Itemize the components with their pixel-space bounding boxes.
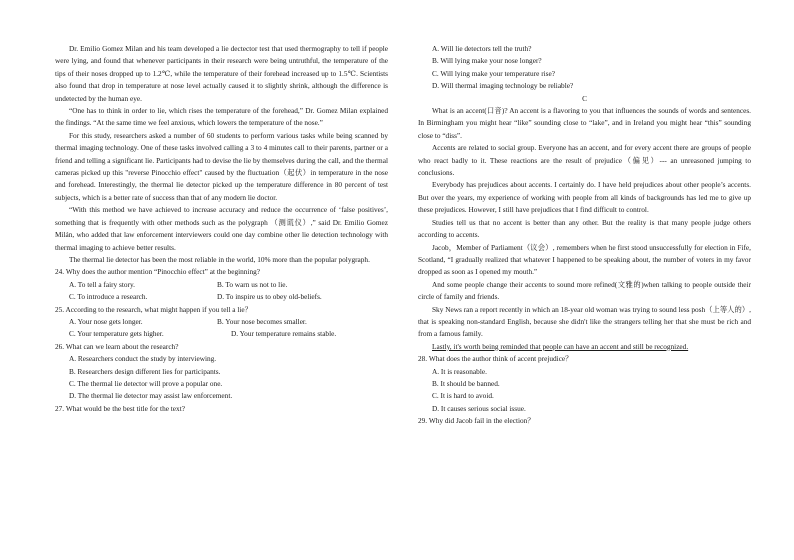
passage-b-paragraph-5: The thermal lie detector has been the most reliable in the world, 10% more than the popular polygraph. xyxy=(69,254,370,264)
question-24-stem: 24. Why does the author mention “Pinocchio effect” at the beginning? xyxy=(55,267,260,277)
passage-c-paragraph-4: Studies tell us that no accent is better than any other. But the reality is that many people judge others according to accents. xyxy=(418,217,751,240)
question-25-option-c[interactable]: C. Your temperature gets higher. xyxy=(69,329,164,339)
question-26-option-c[interactable]: C. The thermal lie detector will prove a popular one. xyxy=(69,378,223,388)
left-column xyxy=(55,43,388,415)
passage-c-paragraph-3: Everybody has prejudices about accents. I certainly do. I have held prejudices about other people’s accents. But over the years, my experience of working with people from all kinds of backgrounds has led me to give up these prejudices. However, I still have prejudices that I find difficult to control. xyxy=(418,180,751,215)
question-29-stem: 29. Why did Jacob fail in the election？ xyxy=(418,416,535,426)
question-24-option-d[interactable]: D. To inspire us to obey old-beliefs. xyxy=(217,292,322,302)
question-27-option-a[interactable]: A. Will lie detectors tell the truth? xyxy=(432,44,532,53)
question-25-option-b[interactable]: B. Your nose becomes smaller. xyxy=(217,316,307,326)
question-26-stem: 26. What can we learn about the research? xyxy=(55,341,179,351)
passage-b-paragraph-2: “One has to think in order to lie, which rises the temperature of the forehead,” Dr. Gomez Milan explained the findings. “At the same time we feel anxious, which lowers the temperature of the nose.” xyxy=(55,106,388,128)
passage-c-paragraph-5: Jacob，Member of Parliament（议会）, remembers when he first stood unsuccessfully for election in Fife, Scotland, “I gradually realized that whatever I happened to be speaking about, the number of voters in my favor dropped as soon as I opened my mouth.” xyxy=(418,242,751,277)
question-27-option-c[interactable]: C. Will lying make your temperature rise? xyxy=(432,68,555,78)
question-27-option-d[interactable]: D. Will thermal imaging technology be reliable? xyxy=(432,81,574,91)
question-25-stem: 25. According to the research, what might happen if you tell a lie？ xyxy=(55,304,252,314)
passage-b-paragraph-1: Dr. Emilio Gomez Milan and his team developed a lie dectector test that used thermography to tell if people were lying, and found that whenever participants in their research were being untruthful, the temperature of the tips of their noses dropped up to 1.2℃, while the temperature of their forehead increased up to 1.5℃. Scientists also found that drop in temperature at nose level actually caused it to slightly shrink, although the difference is undetected by the human eye. xyxy=(55,44,388,103)
question-24-options-row-1 xyxy=(55,279,388,291)
question-28-option-d[interactable]: D. It causes serious social issue. xyxy=(432,403,526,413)
passage-c-last-line xyxy=(418,341,751,353)
passage-c-paragraph-6: And some people change their accents to sound more refined(文雅的)when talking to people outside their circle of family and friends. xyxy=(418,279,751,302)
passage-c-paragraph-7: Sky News ran a report recently in which an 18-year old woman was trying to sound less posh（上等人的）, that is speaking non-standard English, because she didn't like the strangers telling her that she must be rich and from a famous family. xyxy=(418,304,751,339)
question-25-option-a[interactable]: A. Your nose gets longer. xyxy=(69,316,143,326)
passage-c-last-line-text: Lastly, it's worth being reminded that people can have an accent and still be recognized. xyxy=(432,341,689,351)
question-28-option-b[interactable]: B. It should be banned. xyxy=(432,378,500,388)
question-24-options-row-2 xyxy=(55,291,388,303)
question-26-option-a[interactable]: A. Researchers conduct the study by interviewing. xyxy=(69,354,217,364)
question-28-stem: 28. What does the author think of accent prejudice？ xyxy=(418,354,573,364)
question-27-stem: 27. What would be the best title for the text? xyxy=(55,403,185,413)
passage-b-paragraph-4: “With this method we have achieved to increase accuracy and reduce the occurrence of ‘false positives’, something that is frequently with other methods such as the polygraph （测谎仪）,” said Dr. Emilio Gomez Milán, who added that law enforcement interviewers could one day combine other lie detection technology with thermal imaging to achieve better results. xyxy=(55,205,388,252)
passage-c-paragraph-1: What is an accent(口音)? An accent is a flavoring to you that influences the sounds of words and sentences. In Birmingham you might hear “like” sounding close to “lake”, and in Ireland you might hear “this” sounding close to “diss”. xyxy=(418,106,751,140)
question-25-option-d[interactable]: D. Your temperature remains stable. xyxy=(231,329,337,339)
passage-b-paragraph-3: For this study, researchers asked a number of 60 students to perform various tasks while being scanned by thermal imaging technology. One of these tasks involved calling a 3 to 4 minutes call to their parents, partner or a friend and telling a significant lie. Participants had to devise the lie by themselves during the call, and the thermal cameras picked up this "reverse Pinocchio effect" caused by the fluctuation（起伏）in temperature in the nose and forehead. Interestingly, the thermal lie detector picked up the temperature difference in 80 percent of test subjects, which is a better rate of success than that of any modern lie doctor. xyxy=(55,130,388,202)
right-column xyxy=(418,43,751,428)
passage-c-paragraph-2: Accents are related to social group. Everyone has an accent, and for every accent there are groups of people who react badly to it. These reactions are the result of prejudice（偏见）--- an unreasoned jumping to conclusions. xyxy=(418,143,751,178)
question-24-option-b[interactable]: B. To warn us not to lie. xyxy=(217,279,288,289)
question-25-options-row-2 xyxy=(55,328,388,340)
question-24-option-c[interactable]: C. To introduce a research. xyxy=(69,292,148,302)
question-25-options-row-1 xyxy=(55,316,388,328)
section-c-heading: C xyxy=(582,93,587,103)
question-24-option-a[interactable]: A. To tell a fairy story. xyxy=(69,279,135,289)
question-28-option-a[interactable]: A. It is reasonable. xyxy=(432,366,487,376)
question-27-option-b[interactable]: B. Will lying make your nose longer? xyxy=(432,56,542,66)
question-28-option-c[interactable]: C. It is hard to avoid. xyxy=(432,391,494,401)
question-26-option-d[interactable]: D. The thermal lie detector may assist law enforcement. xyxy=(69,391,233,401)
question-26-option-b[interactable]: B. Researchers design different lies for participants. xyxy=(69,366,221,376)
